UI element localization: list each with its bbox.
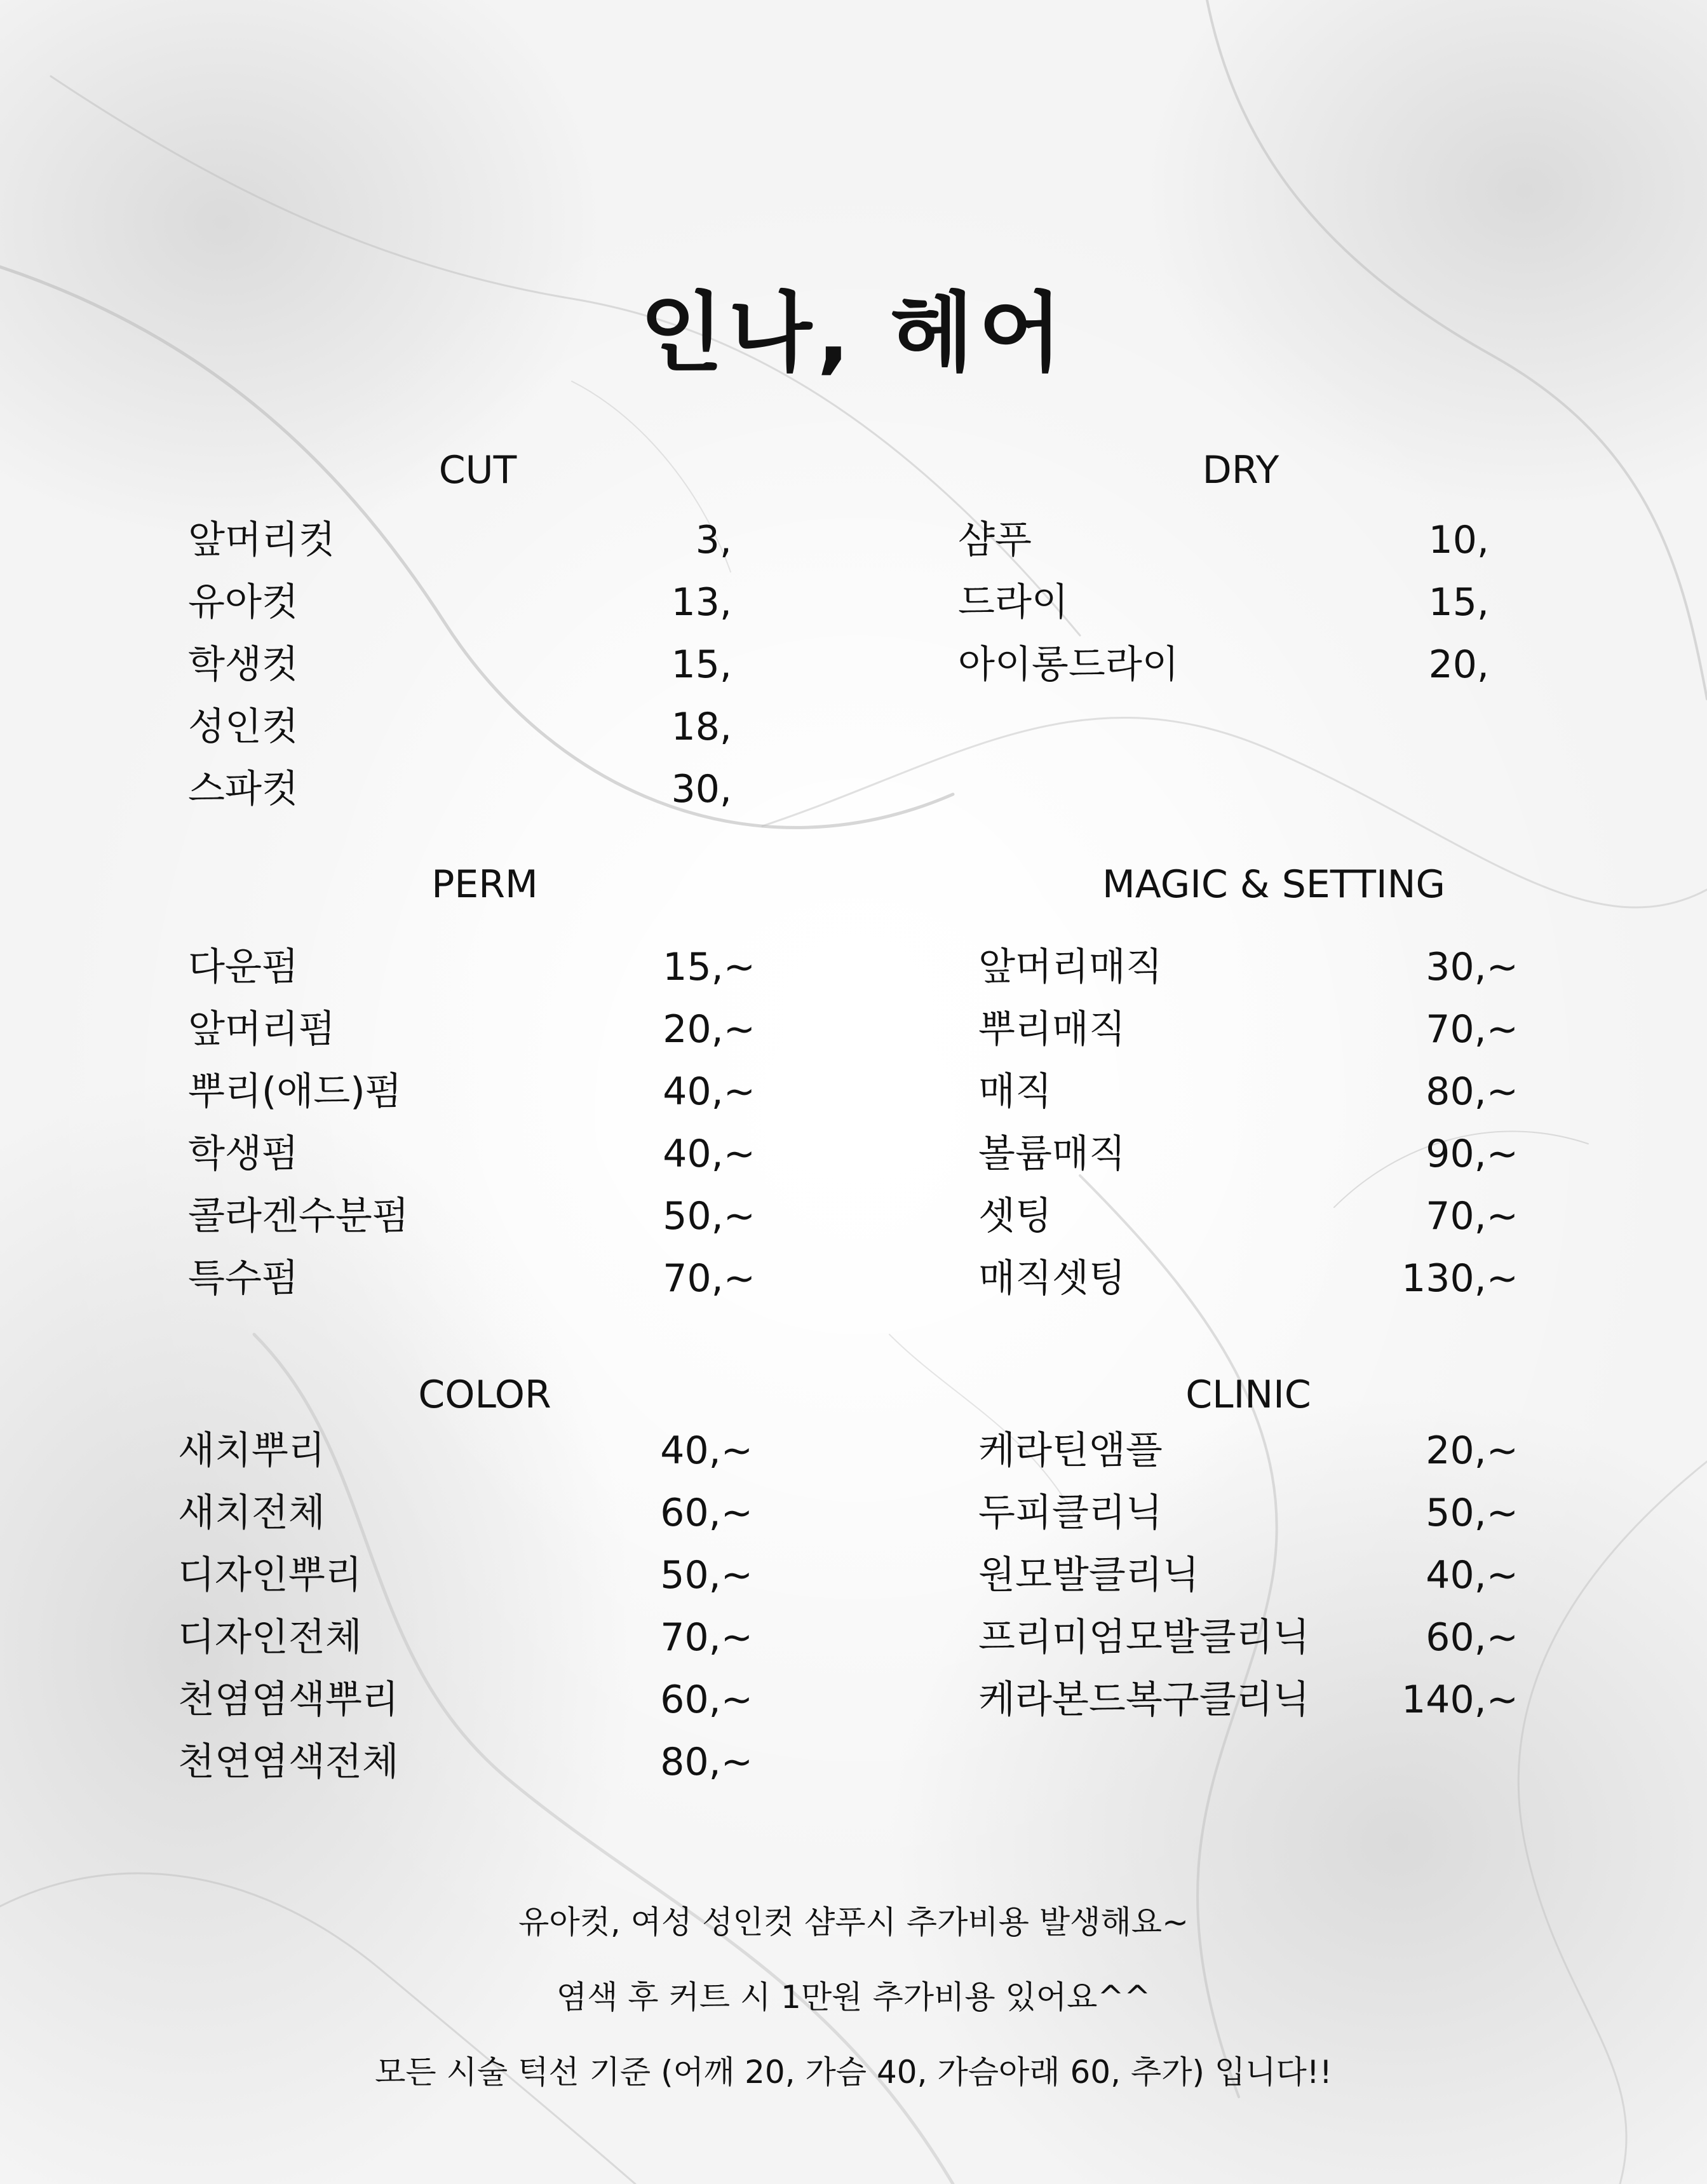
item-price: 90,~ [1426,1132,1518,1176]
menu-item [178,1488,753,1550]
menu-item [188,702,732,764]
item-price: 70,~ [660,1615,753,1660]
item-name: 셋팅 [978,1194,1052,1238]
salon-title: 인나, 헤어 [640,283,1067,384]
note-length-standard: 모든 시술 턱선 기준 (어깨 20, 가슴 40, 가슴아래 60, 추가) 입니다!! [375,2054,1332,2091]
menu-item [978,1253,1518,1315]
menu-item [978,1004,1518,1066]
item-price: 20,~ [1426,1428,1518,1473]
magic-setting-item-list [978,942,1518,1315]
note-cut-after-color: 염색 후 커트 시 1만원 추가비용 있어요^^ [556,1979,1151,2016]
section-heading-dry: DRY [1202,448,1279,492]
section-heading-clinic: CLINIC [1185,1373,1311,1417]
item-name: 콜라겐수분펌 [188,1194,409,1238]
item-price: 50,~ [1426,1491,1518,1535]
item-name: 볼륨매직 [978,1132,1126,1176]
item-name: 학생컷 [188,642,299,687]
menu-item [978,1129,1518,1191]
item-name: 앞머리펌 [188,1007,335,1052]
menu-item [188,639,732,702]
section-heading-cut: CUT [438,448,517,492]
note-shampoo-surcharge: 유아컷, 여성 성인컷 샴푸시 추가비용 발생해요~ [518,1904,1189,1941]
color-item-list [178,1425,753,1799]
menu-item [188,1253,755,1315]
item-price: 60,~ [1426,1615,1518,1660]
item-price: 70,~ [1426,1194,1518,1238]
item-name: 케라본드복구클리닉 [978,1678,1310,1722]
item-name: 샴푸 [958,518,1032,562]
perm-item-list [188,942,755,1315]
menu-item [978,1550,1518,1612]
item-name: 다운펌 [188,945,299,989]
item-price: 20,~ [663,1007,755,1052]
cut-item-list [188,515,732,826]
item-price: 130,~ [1401,1256,1518,1301]
menu-item [188,515,732,577]
menu-item [188,764,732,826]
menu-item [178,1737,753,1799]
dry-item-list [958,515,1489,702]
item-price: 20, [1428,642,1489,687]
item-price: 30,~ [1426,945,1518,989]
item-name: 천염염색뿌리 [178,1678,399,1722]
item-name: 뿌리매직 [978,1007,1126,1052]
item-name: 매직 [978,1069,1052,1114]
clinic-item-list [978,1425,1518,1737]
item-name: 특수펌 [188,1256,299,1301]
menu-item [958,639,1489,702]
item-name: 매직셋팅 [978,1256,1126,1301]
item-name: 천연염색전체 [178,1740,399,1784]
item-name: 앞머리컷 [188,518,335,562]
item-price: 40,~ [663,1069,755,1114]
item-name: 학생펌 [188,1132,299,1176]
menu-item [188,1066,755,1129]
menu-item [188,1129,755,1191]
item-name: 앞머리매직 [978,945,1163,989]
section-heading-color: COLOR [418,1373,551,1417]
menu-item [178,1425,753,1488]
menu-item [178,1612,753,1674]
section-heading-magic-setting: MAGIC & SETTING [1102,862,1446,907]
menu-item [178,1550,753,1612]
item-price: 40,~ [660,1428,753,1473]
notes-list [0,1900,1707,2125]
item-price: 18, [671,705,732,749]
item-price: 40,~ [663,1132,755,1176]
item-name: 새치전체 [178,1491,325,1535]
item-price: 3, [695,518,732,562]
menu-item [978,1191,1518,1253]
menu-item [978,1674,1518,1737]
item-name: 프리미엄모발클리닉 [978,1615,1310,1660]
item-price: 70,~ [1426,1007,1518,1052]
item-price: 13, [671,580,732,625]
menu-item [178,1674,753,1737]
menu-item [978,1488,1518,1550]
item-price: 80,~ [660,1740,753,1784]
menu-item [188,942,755,1004]
item-name: 유아컷 [188,580,299,625]
menu-item [188,1191,755,1253]
item-price: 60,~ [660,1491,753,1535]
item-name: 드라이 [958,580,1069,625]
item-name: 스파컷 [188,767,299,811]
menu-item [978,1425,1518,1488]
item-price: 40,~ [1426,1553,1518,1597]
item-price: 70,~ [663,1256,755,1301]
item-price: 15, [1428,580,1489,625]
item-price: 15, [671,642,732,687]
item-price: 80,~ [1426,1069,1518,1114]
menu-item [958,577,1489,639]
menu-item [958,515,1489,577]
item-name: 뿌리(애드)펌 [188,1069,402,1114]
item-name: 원모발클리닉 [978,1553,1199,1597]
menu-item [978,1612,1518,1674]
item-price: 140,~ [1401,1678,1518,1722]
item-name: 두피클리닉 [978,1491,1163,1535]
menu-item [188,577,732,639]
item-price: 10, [1428,518,1489,562]
item-name: 아이롱드라이 [958,642,1179,687]
menu-item [978,1066,1518,1129]
menu-item [188,1004,755,1066]
item-name: 케라틴앰플 [978,1428,1163,1473]
item-name: 성인컷 [188,705,299,749]
item-name: 디자인전체 [178,1615,362,1660]
item-price: 15,~ [663,945,755,989]
item-price: 30, [671,767,732,811]
item-price: 60,~ [660,1678,753,1722]
item-price: 50,~ [660,1553,753,1597]
item-price: 50,~ [663,1194,755,1238]
section-heading-perm: PERM [431,862,538,907]
menu-item [978,942,1518,1004]
item-name: 새치뿌리 [178,1428,325,1473]
item-name: 디자인뿌리 [178,1553,362,1597]
